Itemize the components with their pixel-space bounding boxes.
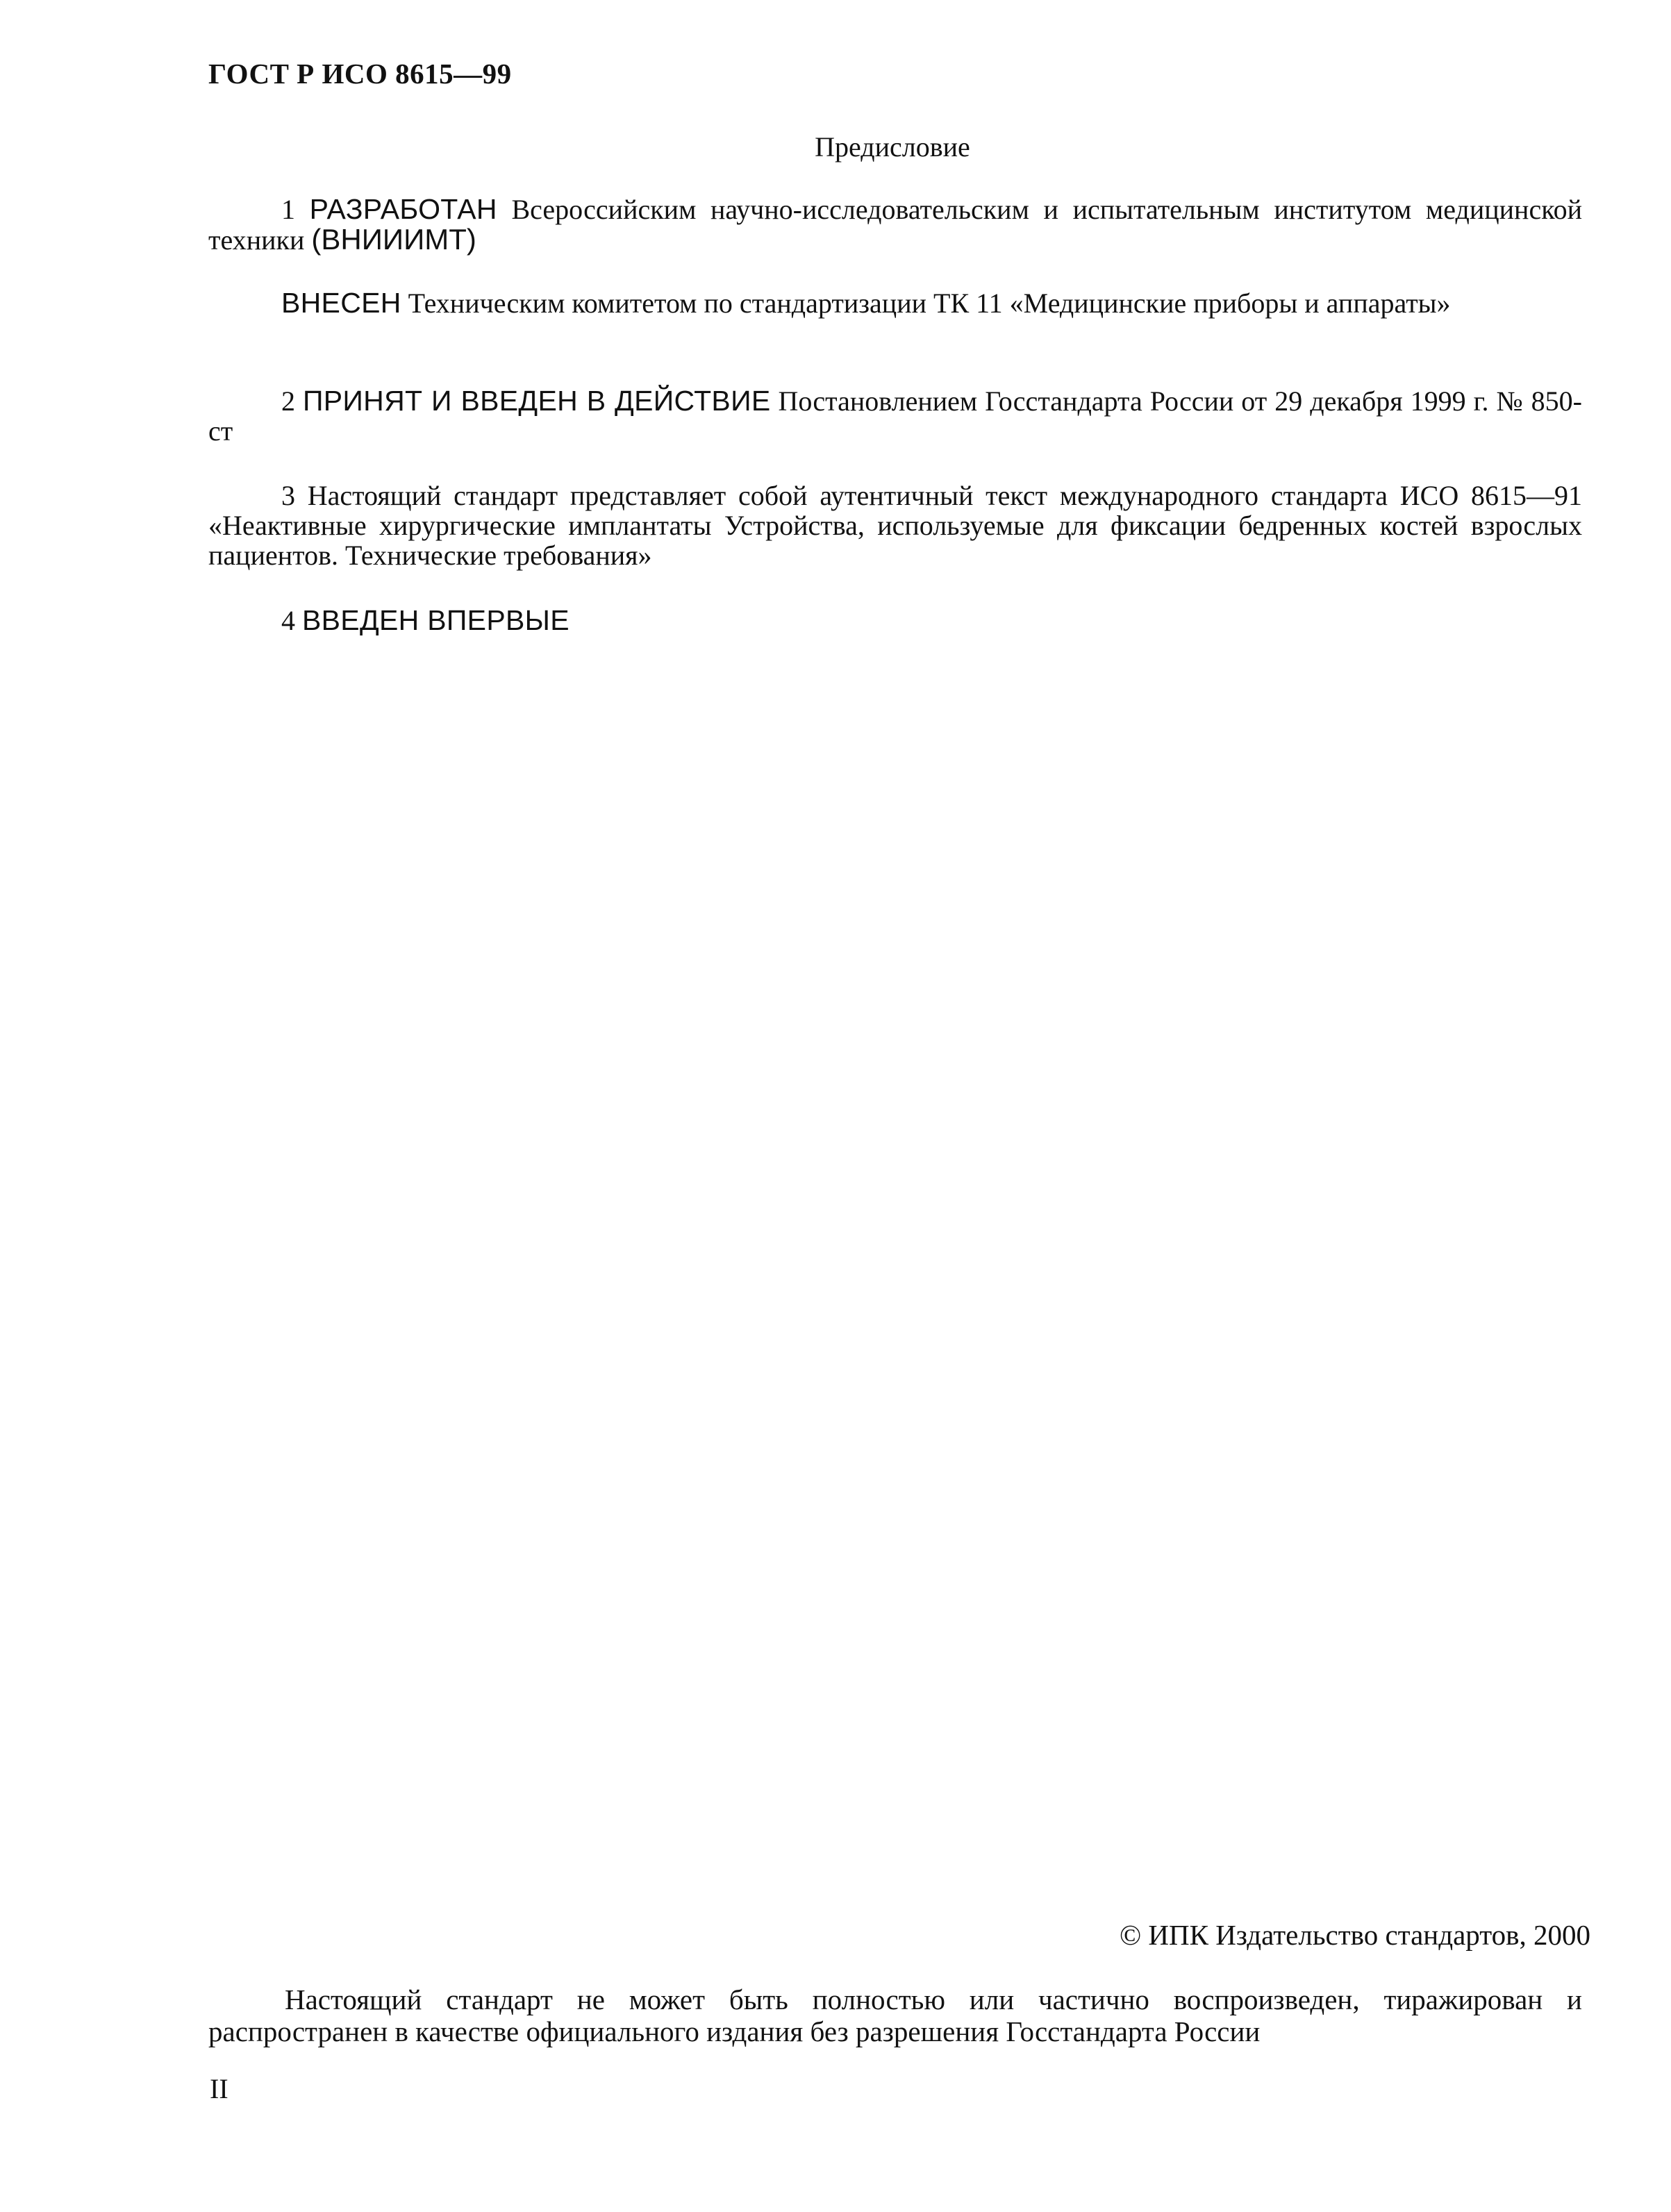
item-text: Постановлением Госстандарта России от 29 декабря 1999 г. № 850-ст	[208, 385, 1583, 447]
copyright-line: © ИПК Издательство стандартов, 2000	[1119, 1919, 1590, 1951]
item-number: 1	[281, 194, 295, 225]
item-keyword: ВНЕСЕН	[281, 287, 401, 319]
foreword-title: Предисловие	[815, 131, 970, 163]
foreword-item-2	[208, 386, 1582, 446]
reproduction-notice	[208, 1984, 1582, 2047]
item-text: Всероссийским научно-исследовательским и испытательным институтом медицинской техники	[208, 194, 1583, 256]
foreword-item-4	[208, 606, 1582, 635]
item-text: Техническим комитетом по стандартизации ТК 11 «Медицинские приборы и аппараты»	[401, 288, 1451, 319]
item-keyword: РАЗРАБОТАН	[309, 193, 497, 225]
foreword-item-1-submitted	[208, 288, 1582, 318]
notice-text: Настоящий стандарт не может быть полностью или частично воспроизведен, тиражирован и распространен в качестве официального издания без разрешения Госстандарта России	[208, 1984, 1582, 2047]
item-keyword: ПРИНЯТ И ВВЕДЕН В ДЕЙСТВИЕ	[303, 385, 771, 417]
item-org-abbreviation: (ВНИИИМТ)	[311, 223, 476, 256]
foreword-item-1	[208, 194, 1582, 255]
foreword-item-3	[208, 481, 1582, 570]
item-number: 4	[281, 605, 295, 636]
item-number: 3	[281, 480, 295, 511]
item-number: 2	[281, 385, 295, 417]
item-text: Настоящий стандарт представляет собой аутентичный текст международного стандарта ИСО 8615—91 «Неактивные хирургические имплантаты Устройства, используемые для фиксации бедренных костей взрослых пациентов. Технические требования»	[208, 480, 1583, 571]
document-code: ГОСТ Р ИСО 8615—99	[208, 58, 512, 90]
item-keyword: ВВЕДЕН ВПЕРВЫЕ	[302, 604, 570, 636]
page-number: II	[210, 2073, 228, 2104]
